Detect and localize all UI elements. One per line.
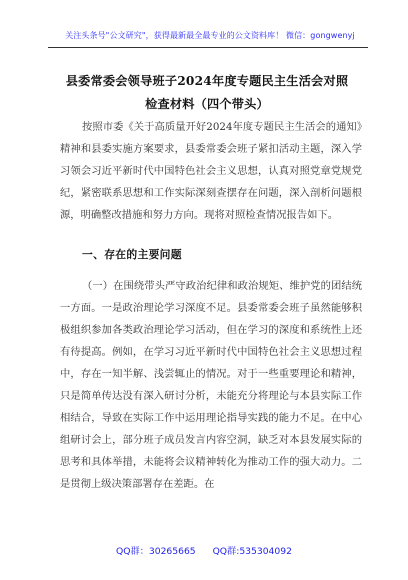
footer-qq-group-2: QQ群:535304092 <box>212 546 292 557</box>
document-title: 县委常委会领导班子2024年度专题民主生活会对照检查材料（四个带头） <box>65 74 349 111</box>
section-heading: 一、存在的主要问题 <box>82 248 182 261</box>
footer-qq-groups <box>0 543 408 557</box>
section-paragraph: （一）在围绕带头严守政治纪律和政治规矩、维护党的团结统一方面。一是政治理论学习深度不足。县委常委会班子虽然能够积极组织参加各类政治理论学习活动，但在学习的深度和系统性上还有待提高。例如，在学习习近平新时代中国特色社会主义思想过程中，存在一知半解、浅尝辄止的情况。对于一些重要理论和精神，只是简单传达没有深入研讨分析，未能充分将理论与本县实际工作相结合，导致在实际工作中运用理论指导实践的能力不足。在中心组研讨会上，部分班子成员发言内容空洞，缺乏对本县发展实际的思考和具体举措，未能将会议精神转化为推动工作的强大动力。二是贯彻上级决策部署存在差距。在 <box>60 280 362 490</box>
intro-paragraph: 按照市委《关于高质量开好2024年度专题民主生活会的通知》精神和县委实施方案要求，县委常委会班子紧扣活动主题，深入学习领会习近平新时代中国特色社会主义思想，认真对照党章党规党纪，紧密联系思想和工作实际深刻查摆存在问题，深入剖析问题根源，明确整改措施和努力方向。现将对照检查情况报告如下。 <box>60 121 362 221</box>
footer-qq-group-1: QQ群：30265665 <box>116 546 196 557</box>
header-banner: 关注头条号"公文研究"，获得最新最全最专业的公文资料库！ 微信：gongwenyj <box>65 30 355 40</box>
header-divider <box>48 47 368 48</box>
